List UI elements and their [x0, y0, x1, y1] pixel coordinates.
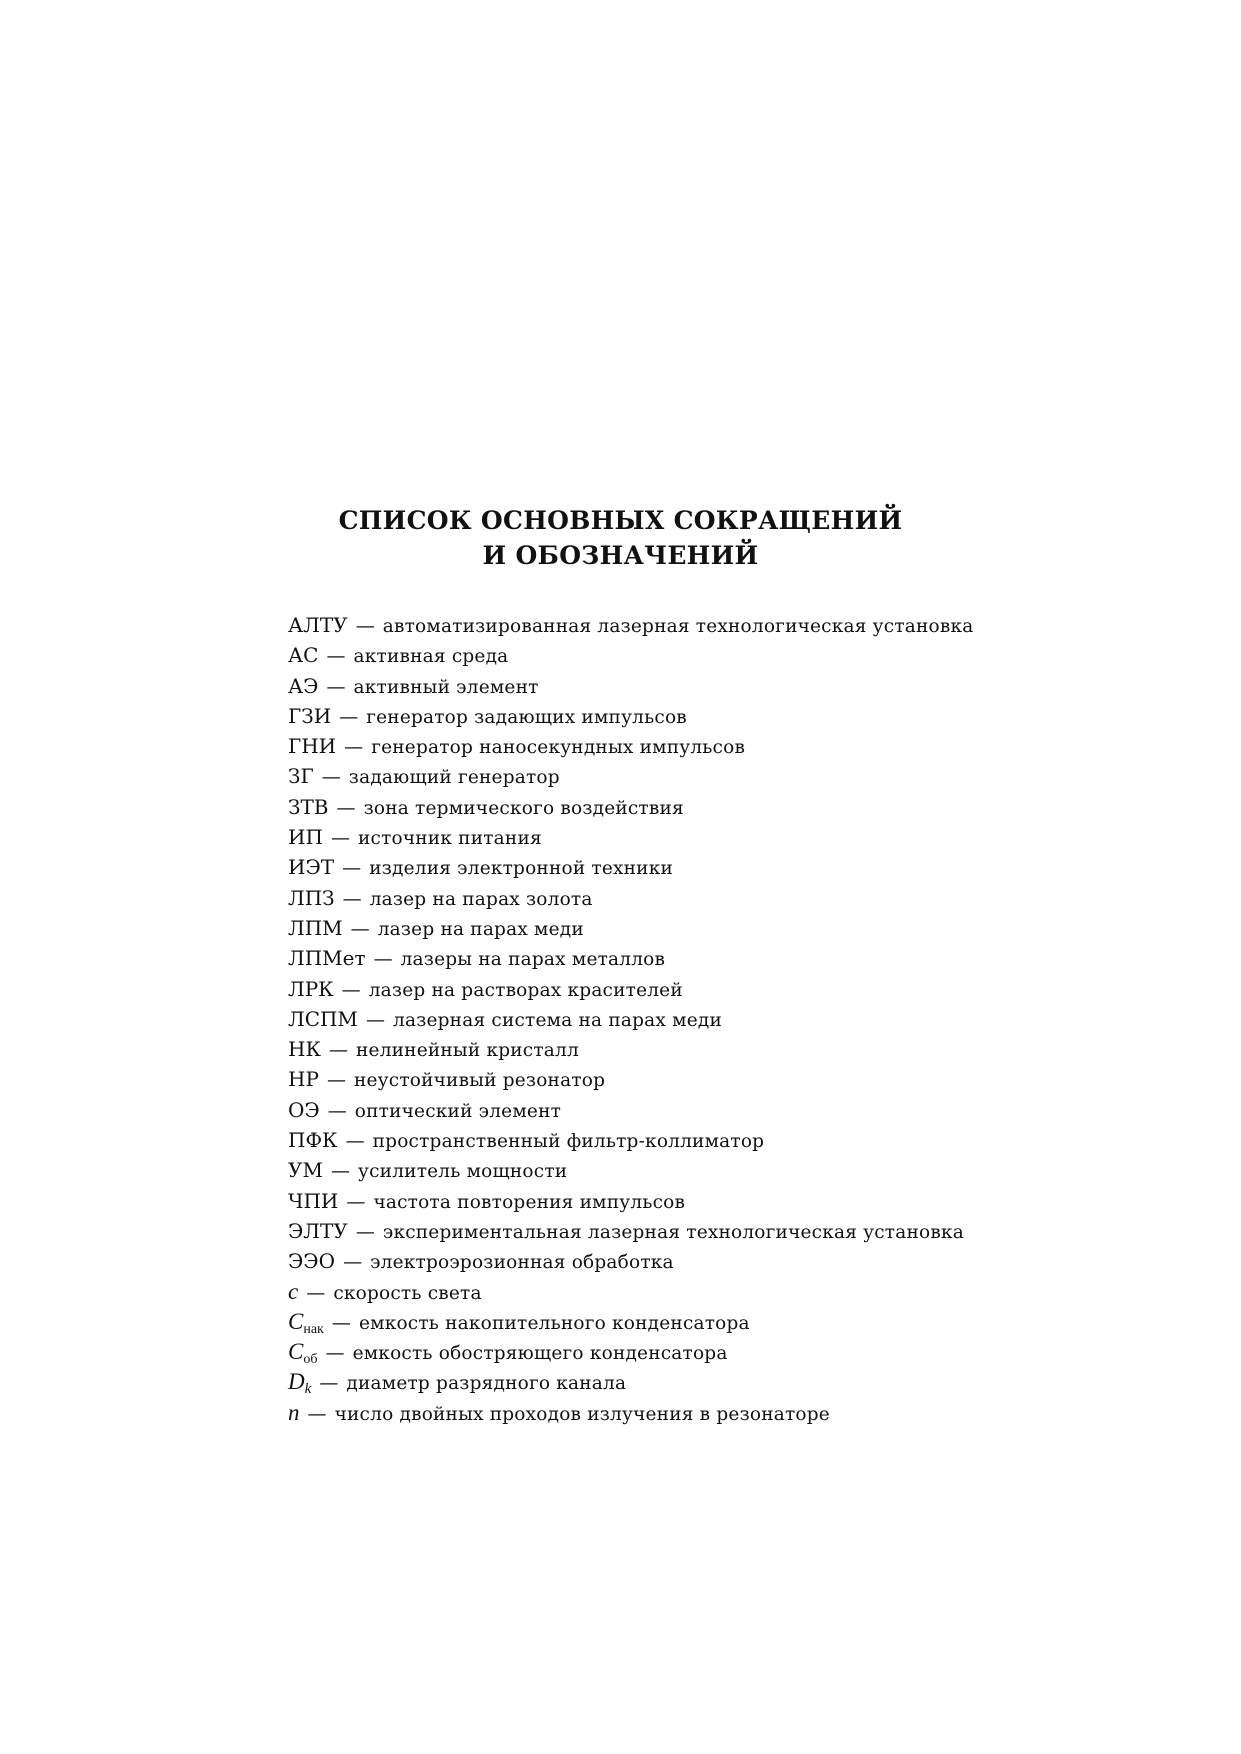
- symbol: c: [288, 1278, 299, 1304]
- separator: —: [325, 1342, 345, 1365]
- abbreviation: ГЗИ: [288, 703, 332, 728]
- title-line-2: И ОБОЗНАЧЕНИЙ: [482, 541, 759, 570]
- abbreviation: ЛПЗ: [288, 885, 335, 910]
- abbreviation: ЧПИ: [288, 1188, 339, 1213]
- abbreviation: ЛСПМ: [288, 1006, 358, 1031]
- separator: —: [336, 796, 356, 819]
- abbreviation: ЛПМ: [288, 915, 343, 940]
- definition: частота повторения импульсов: [373, 1191, 686, 1213]
- title-line-1: СПИСОК ОСНОВНЫХ СОКРАЩЕНИЙ: [338, 506, 903, 535]
- separator: —: [321, 766, 341, 789]
- abbreviation: УМ: [288, 1158, 323, 1183]
- list-item: [288, 883, 988, 913]
- separator: —: [327, 1099, 347, 1122]
- separator: —: [331, 1311, 351, 1334]
- list-item: [288, 731, 988, 761]
- definition: число двойных проходов излучения в резонаторе: [334, 1403, 830, 1425]
- abbreviation: ЭЛТУ: [288, 1218, 348, 1243]
- separator: —: [345, 1130, 365, 1153]
- list-item: [288, 640, 988, 670]
- symbol-item: [288, 1307, 988, 1337]
- definition: генератор наносекундных импульсов: [371, 737, 746, 759]
- separator: —: [342, 887, 362, 910]
- list-item: [288, 761, 988, 791]
- abbreviation: ОЭ: [288, 1097, 320, 1122]
- list-item: [288, 701, 988, 731]
- separator: —: [350, 917, 370, 940]
- list-item: [288, 1125, 988, 1155]
- list-item: [288, 943, 988, 973]
- list-item: [288, 1034, 988, 1064]
- symbol-subscript: об: [303, 1352, 318, 1368]
- symbol-item: [288, 1337, 988, 1367]
- list-item: [288, 1004, 988, 1034]
- definition: усилитель мощности: [358, 1161, 568, 1183]
- symbol-item: [288, 1277, 988, 1307]
- definition: емкость накопительного конденсатора: [358, 1312, 750, 1334]
- separator: —: [328, 1039, 348, 1062]
- abbreviation: ЛПМет: [288, 946, 366, 971]
- definition: скорость света: [333, 1282, 482, 1304]
- abbreviation: ПФК: [288, 1128, 338, 1153]
- definition: диаметр разрядного канала: [346, 1373, 627, 1395]
- definition: пространственный фильтр-коллиматор: [372, 1131, 765, 1153]
- separator: —: [344, 736, 364, 759]
- separator: —: [339, 705, 359, 728]
- list-item: [288, 1155, 988, 1185]
- separator: —: [326, 675, 346, 698]
- symbol: n: [288, 1399, 300, 1425]
- separator: —: [365, 1008, 385, 1031]
- separator: —: [342, 857, 362, 880]
- definition: генератор задающих импульсов: [366, 706, 687, 728]
- definition: емкость обостряющего конденсатора: [352, 1343, 728, 1365]
- abbreviation: ЗГ: [288, 764, 314, 789]
- symbol-item: [288, 1398, 988, 1428]
- definition: оптический элемент: [354, 1100, 562, 1122]
- abbreviation: АЭ: [288, 673, 319, 698]
- list-item: [288, 974, 988, 1004]
- separator: —: [326, 645, 346, 668]
- abbreviation: ГНИ: [288, 734, 337, 759]
- separator: —: [330, 1160, 350, 1183]
- list-item: [288, 1064, 988, 1094]
- definition: лазеры на парах металлов: [400, 949, 666, 971]
- page-title: [0, 503, 1241, 573]
- symbol: C: [288, 1339, 304, 1365]
- list-item: [288, 822, 988, 852]
- definition: неустойчивый резонатор: [354, 1070, 606, 1092]
- definition: активный элемент: [353, 676, 539, 698]
- definition: автоматизированная лазерная технологическая установка: [382, 616, 974, 637]
- definition: нелинейный кристалл: [356, 1040, 579, 1062]
- symbol: C: [288, 1308, 304, 1334]
- definition: активная среда: [353, 646, 509, 668]
- list-item: [288, 1095, 988, 1125]
- separator: —: [373, 948, 393, 971]
- definition: лазер на парах золота: [369, 888, 593, 910]
- definition: электроэрозионная обработка: [370, 1252, 674, 1274]
- separator: —: [355, 615, 375, 637]
- list-item: [288, 1246, 988, 1276]
- separator: —: [355, 1220, 375, 1243]
- abbreviation: ЛРК: [288, 976, 334, 1001]
- list-item: [288, 913, 988, 943]
- abbreviation: НР: [288, 1067, 319, 1092]
- definition: источник питания: [357, 828, 542, 850]
- definition: лазерная система на парах меди: [393, 1009, 722, 1031]
- definition: изделия электронной техники: [369, 858, 673, 880]
- symbol-item: [288, 1367, 988, 1397]
- abbreviation: ЭЭО: [288, 1249, 336, 1274]
- separator: —: [341, 978, 361, 1001]
- abbreviation-list: [288, 610, 988, 1428]
- separator: —: [326, 1069, 346, 1092]
- separator: —: [306, 1281, 326, 1304]
- separator: —: [343, 1251, 363, 1274]
- abbreviation: АЛТУ: [288, 613, 348, 637]
- symbol-subscript: нак: [303, 1321, 324, 1337]
- definition: задающий генератор: [348, 767, 560, 789]
- separator: —: [330, 827, 350, 850]
- definition: лазер на парах меди: [377, 918, 584, 940]
- list-item: [288, 610, 988, 640]
- separator: —: [346, 1190, 366, 1213]
- abbreviation: НК: [288, 1037, 321, 1062]
- symbol: D: [288, 1369, 305, 1395]
- list-item: [288, 671, 988, 701]
- definition: зона термического воздействия: [363, 797, 684, 819]
- abbreviation: ЗТВ: [288, 794, 329, 819]
- abbreviation: АС: [288, 643, 319, 668]
- abbreviation: ИЭТ: [288, 855, 335, 880]
- list-item: [288, 1216, 988, 1246]
- separator: —: [307, 1402, 327, 1425]
- list-item: [288, 792, 988, 822]
- definition: экспериментальная лазерная технологическая установка: [382, 1221, 964, 1243]
- list-item: [288, 1186, 988, 1216]
- definition: лазер на растворах красителей: [368, 979, 683, 1001]
- abbreviation: ИП: [288, 825, 323, 850]
- separator: —: [319, 1372, 339, 1395]
- symbol-subscript: k: [304, 1381, 312, 1398]
- list-item: [288, 852, 988, 882]
